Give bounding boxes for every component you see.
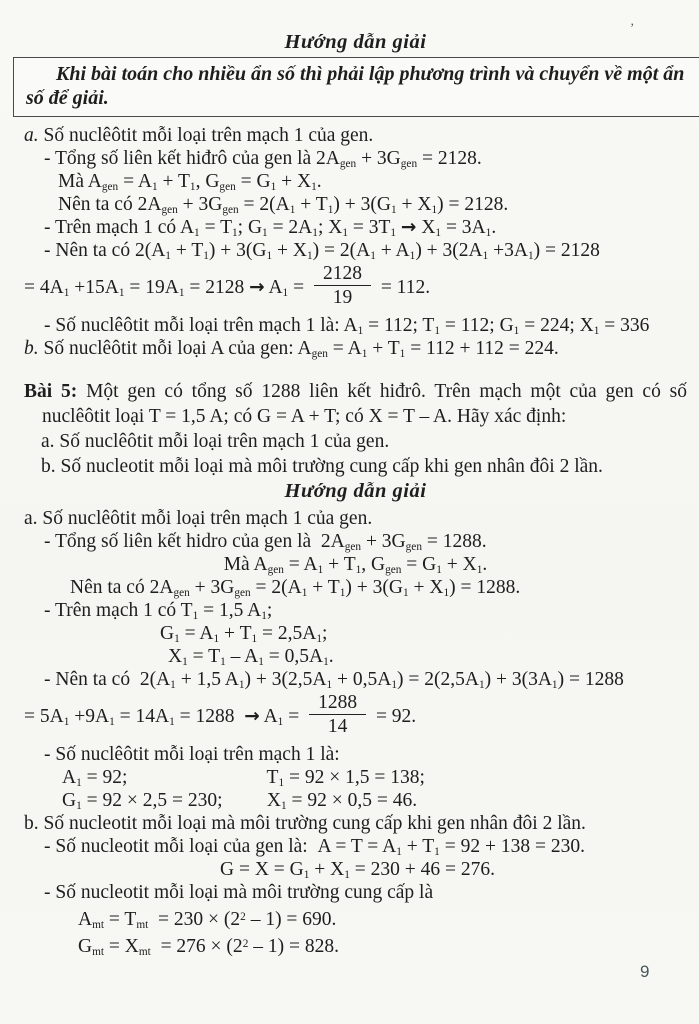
solution-line: $G_{mt} = X_{mt} = 276 \times (2^2 - 1) = 828$. xyxy=(78,936,339,959)
item-label: b. xyxy=(24,338,39,359)
solution-line: - Tổng số liên kết hiđrô của gen là $2A_{gen} + 3G_{gen} = 2128$. xyxy=(44,148,482,171)
problem-item-b: b. Số nucleotit mỗi loại mà môi trường cung cấp khi gen nhân đôi 2 lần. xyxy=(41,456,603,477)
solution-line: a. Số nuclêôtit mỗi loại trên mạch 1 của gen. xyxy=(24,508,373,529)
solution-line: Nên ta có $2A_{gen} + 3G_{gen} = 2(A_1 + T_1) + 3(G_1 + X_1) = 2128$. xyxy=(58,194,509,217)
solution-line: $A_{mt} = T_{mt} = 230 \times (2^2 - 1) = 690$. xyxy=(78,909,337,932)
solution-line: - Nên ta có $2(A_1 + T_1) + 3(G_1 + X_1) = 2(A_1 + A_1) + 3(2A_1 +3A_1) = 2128$ xyxy=(44,240,600,263)
solution-line: - Số nuclêôtit mỗi loại trên mạch 1 là: xyxy=(44,744,340,765)
solution-line: - Số nucleotit mỗi loại mà môi trường cung cấp là xyxy=(44,882,434,903)
solution-line: $G_1 = A_1 + T_1 = 2,5A_1$; xyxy=(160,623,328,646)
solution-line: Mà $A_{gen} = A_1 + T_1$, $G_{gen} = G_1 + X_1$. xyxy=(223,554,488,577)
item-label: a. xyxy=(24,125,39,146)
solution-line xyxy=(24,124,687,147)
problem-item-a: a. Số nuclêôtit mỗi loại trên mạch 1 của gen. xyxy=(41,431,390,452)
solution-heading-1: Hướng dẫn giải xyxy=(284,31,427,53)
method-note-text: Khi bài toán cho nhiều ẩn số thì phải lập phương trình và chuyển về một ẩn số để giải. xyxy=(26,63,685,109)
solution-line: Nên ta có $2A_{gen} + 3G_{gen} = 2(A_1 + T_1) + 3(G_1 + X_1) = 1288$. xyxy=(70,577,521,600)
problem-5-block xyxy=(24,379,687,503)
problem-text: Một gen có tổng số 1288 liên kết hiđrô. Trên mạch một của gen có số nuclêôtit loại T = 1,5 A; có G = A + T; có X = T – A. Hãy xác định: xyxy=(42,381,688,427)
method-note-box xyxy=(13,57,699,117)
page-number: 9 xyxy=(640,962,650,981)
solution-line: b. Số nucleotit mỗi loại mà môi trường cung cấp khi gen nhân đôi 2 lần. xyxy=(24,813,586,834)
line-text: Số nuclêôtit mỗi loại A của gen: $A_{gen} = A_1 + T_1 = 112 + 112 = 224$. xyxy=(43,338,559,361)
solution-heading-2: Hướng dẫn giải xyxy=(284,480,427,502)
solution-line: Mà $A_{gen} = A_1 + T_1$, $G_{gen} = G_1 + X_1$. xyxy=(58,171,322,194)
problem-title: Bài 5: xyxy=(24,381,78,402)
solution-line: - Số nucleotit mỗi loại của gen là: $A = T = A_1 + T_1 = 92 + 138 = 230$. xyxy=(44,836,585,859)
scan-speck: ’ xyxy=(630,20,635,35)
solution-line: - Nên ta có $2(A_1 + 1,5$ $A_1) + 3(2,5A_1 + 0,5A_1) = 2(2,5A_1) + 3(3A_1) = 1288$ xyxy=(44,669,624,692)
solution-line: - Trên mạch 1 có $T_1 = 1,5$ $A_1$; xyxy=(44,600,273,623)
solution-line xyxy=(24,337,687,360)
line-text: Số nuclêôtit mỗi loại trên mạch 1 của gen. xyxy=(43,125,374,146)
solution-line: = $5A_1 +9A_1 = 14A_1 = 1288 \to A_1$ = $\frac{1288}{14}$ = 92. xyxy=(24,692,417,737)
value-cell: $G_1 = 92 \times 2,5 = 230$; xyxy=(62,790,223,813)
solution-line: = $4A_1 +15A_1 = 19A_1 = 2128 \to A_1$ = $\frac{2128}{19}$ = 112. xyxy=(24,263,431,308)
value-cell: $T_1 = 92 \times 1,5 = 138$; xyxy=(266,767,425,790)
value-cell: $X_1 = 92 \times 0,5 = 46$. xyxy=(266,790,418,813)
solution-line: - Trên mạch 1 có $A_1 = T_1$; $G_1 = 2A_1$; $X_1 = 3T_1 \to X_1 = 3A_1$. xyxy=(44,217,497,240)
solution-line: - Số nuclêôtit mỗi loại trên mạch 1 là: $A_1 = 112$; $T_1 = 112$; $G_1 = 224$; $X_1 = 336$ xyxy=(44,315,650,338)
solution-line-columns xyxy=(62,789,687,812)
solution-line-columns xyxy=(62,766,687,789)
problem-statement xyxy=(24,379,687,429)
solution-line: $G = X = G_1 + X_1 = 230 + 46 = 276$. xyxy=(220,859,496,882)
value-cell: $A_1 = 92$; xyxy=(62,767,128,790)
solution-line: - Tổng số liên kết hidro của gen là $2A_{gen} + 3G_{gen} = 1288$. xyxy=(44,531,487,554)
solution-line: $X_1 = T_1 - A_1 = 0,5A_1$. xyxy=(168,646,334,669)
